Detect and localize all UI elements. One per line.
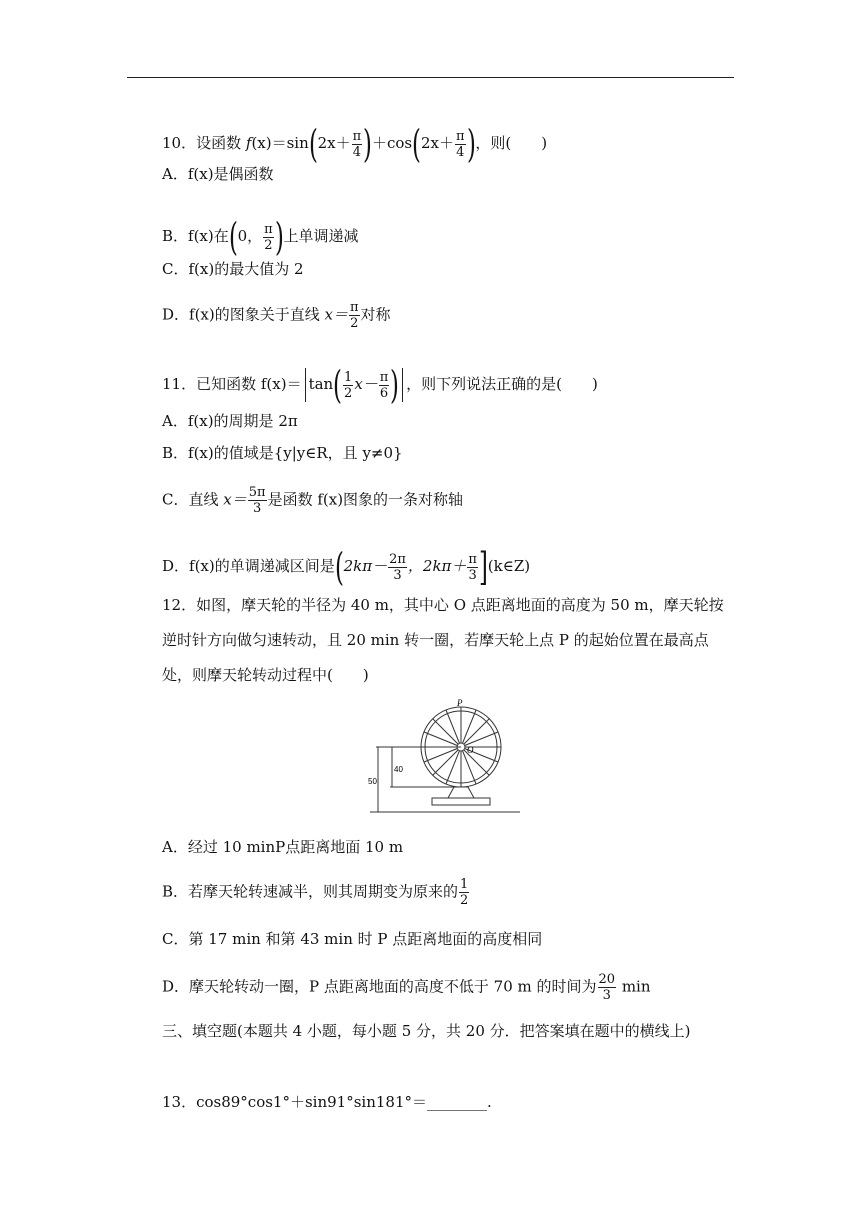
q10-option-c: C．f(x)的最大值为 2 <box>162 260 304 278</box>
q10-stem: 10．设函数 f(x)＝sin(2x＋ $\frac{\pi}{4}$ )＋cos(2x＋ $\frac{\pi}{4}$ )，则( ) <box>162 122 548 166</box>
q13-stem: 13．cos89°cos1°＋sin91°sin181°＝________. <box>162 1093 492 1111</box>
q10-frac-1: $\frac{\pi}{4}$ <box>352 128 362 160</box>
q11-option-a: A．f(x)的周期是 2π <box>162 412 298 430</box>
q12-option-b: B．若摩天轮转速减半，则其周期变为原来的 $\frac{1}{2}$ <box>162 877 469 908</box>
q11-option-d: D．f(x)的单调递减区间是(2kπ－ $\frac{2\pi}{3}$ ，2kπ＋ $\frac{\pi}{3}$ ](k∈Z) <box>162 545 531 589</box>
section-3-title: 三、填空题(本题共 4 小题，每小题 5 分，共 20 分．把答案填在题中的横线上) <box>162 1022 691 1040</box>
q12-stem: 12．如图，摩天轮的半径为 40 m，其中心 O 点距离地面的高度为 50 m，摩天轮按逆时针方向做匀速转动，且 20 min 转一圈，若摩天轮上点 P 的起始位置在最高点处，则摩天轮转动过程中( ) <box>162 596 724 684</box>
q10-option-a: A．f(x)是偶函数 <box>162 165 274 183</box>
q10-option-d: D．f(x)的图象关于直线 x＝ $\frac{\pi}{2}$ 对称 <box>162 300 391 331</box>
fig-label-o: O <box>467 745 474 755</box>
fig-label-p: P <box>457 698 463 708</box>
ferris-wheel-figure <box>370 700 520 815</box>
q10-option-b: B．f(x)在(0， $\frac{\pi}{2}$ )上单调递减 <box>162 215 359 259</box>
header-rule <box>127 77 734 78</box>
q12-option-c: C．第 17 min 和第 43 min 时 P 点距离地面的高度相同 <box>162 930 543 948</box>
q10-frac-2: $\frac{\pi}{4}$ <box>455 128 465 160</box>
fig-label-50: 50 <box>368 777 377 786</box>
q11-option-b: B．f(x)的值域是{y|y∈R，且 y≠0} <box>162 444 403 462</box>
q11-stem: 11．已知函数 f(x)＝ tan( $\frac{1}{2}$ x－ $\frac{\pi}{6}$ ) ，则下列说法正确的是( ) <box>162 363 598 407</box>
q10-d-frac: $\frac{\pi}{2}$ <box>350 300 359 331</box>
q11-option-c: C．直线 x＝ $\frac{5\pi}{3}$ 是函数 f(x)图象的一条对称轴 <box>162 485 464 516</box>
q12-option-d: D．摩天轮转动一圈，P 点距离地面的高度不低于 70 m 的时间为 $\frac{20}{3}$ min <box>162 972 651 1003</box>
fig-label-40: 40 <box>394 765 403 774</box>
q10-b-frac: $\frac{\pi}{2}$ <box>264 221 273 253</box>
q12-option-a: A．经过 10 minP点距离地面 10 m <box>162 838 404 856</box>
